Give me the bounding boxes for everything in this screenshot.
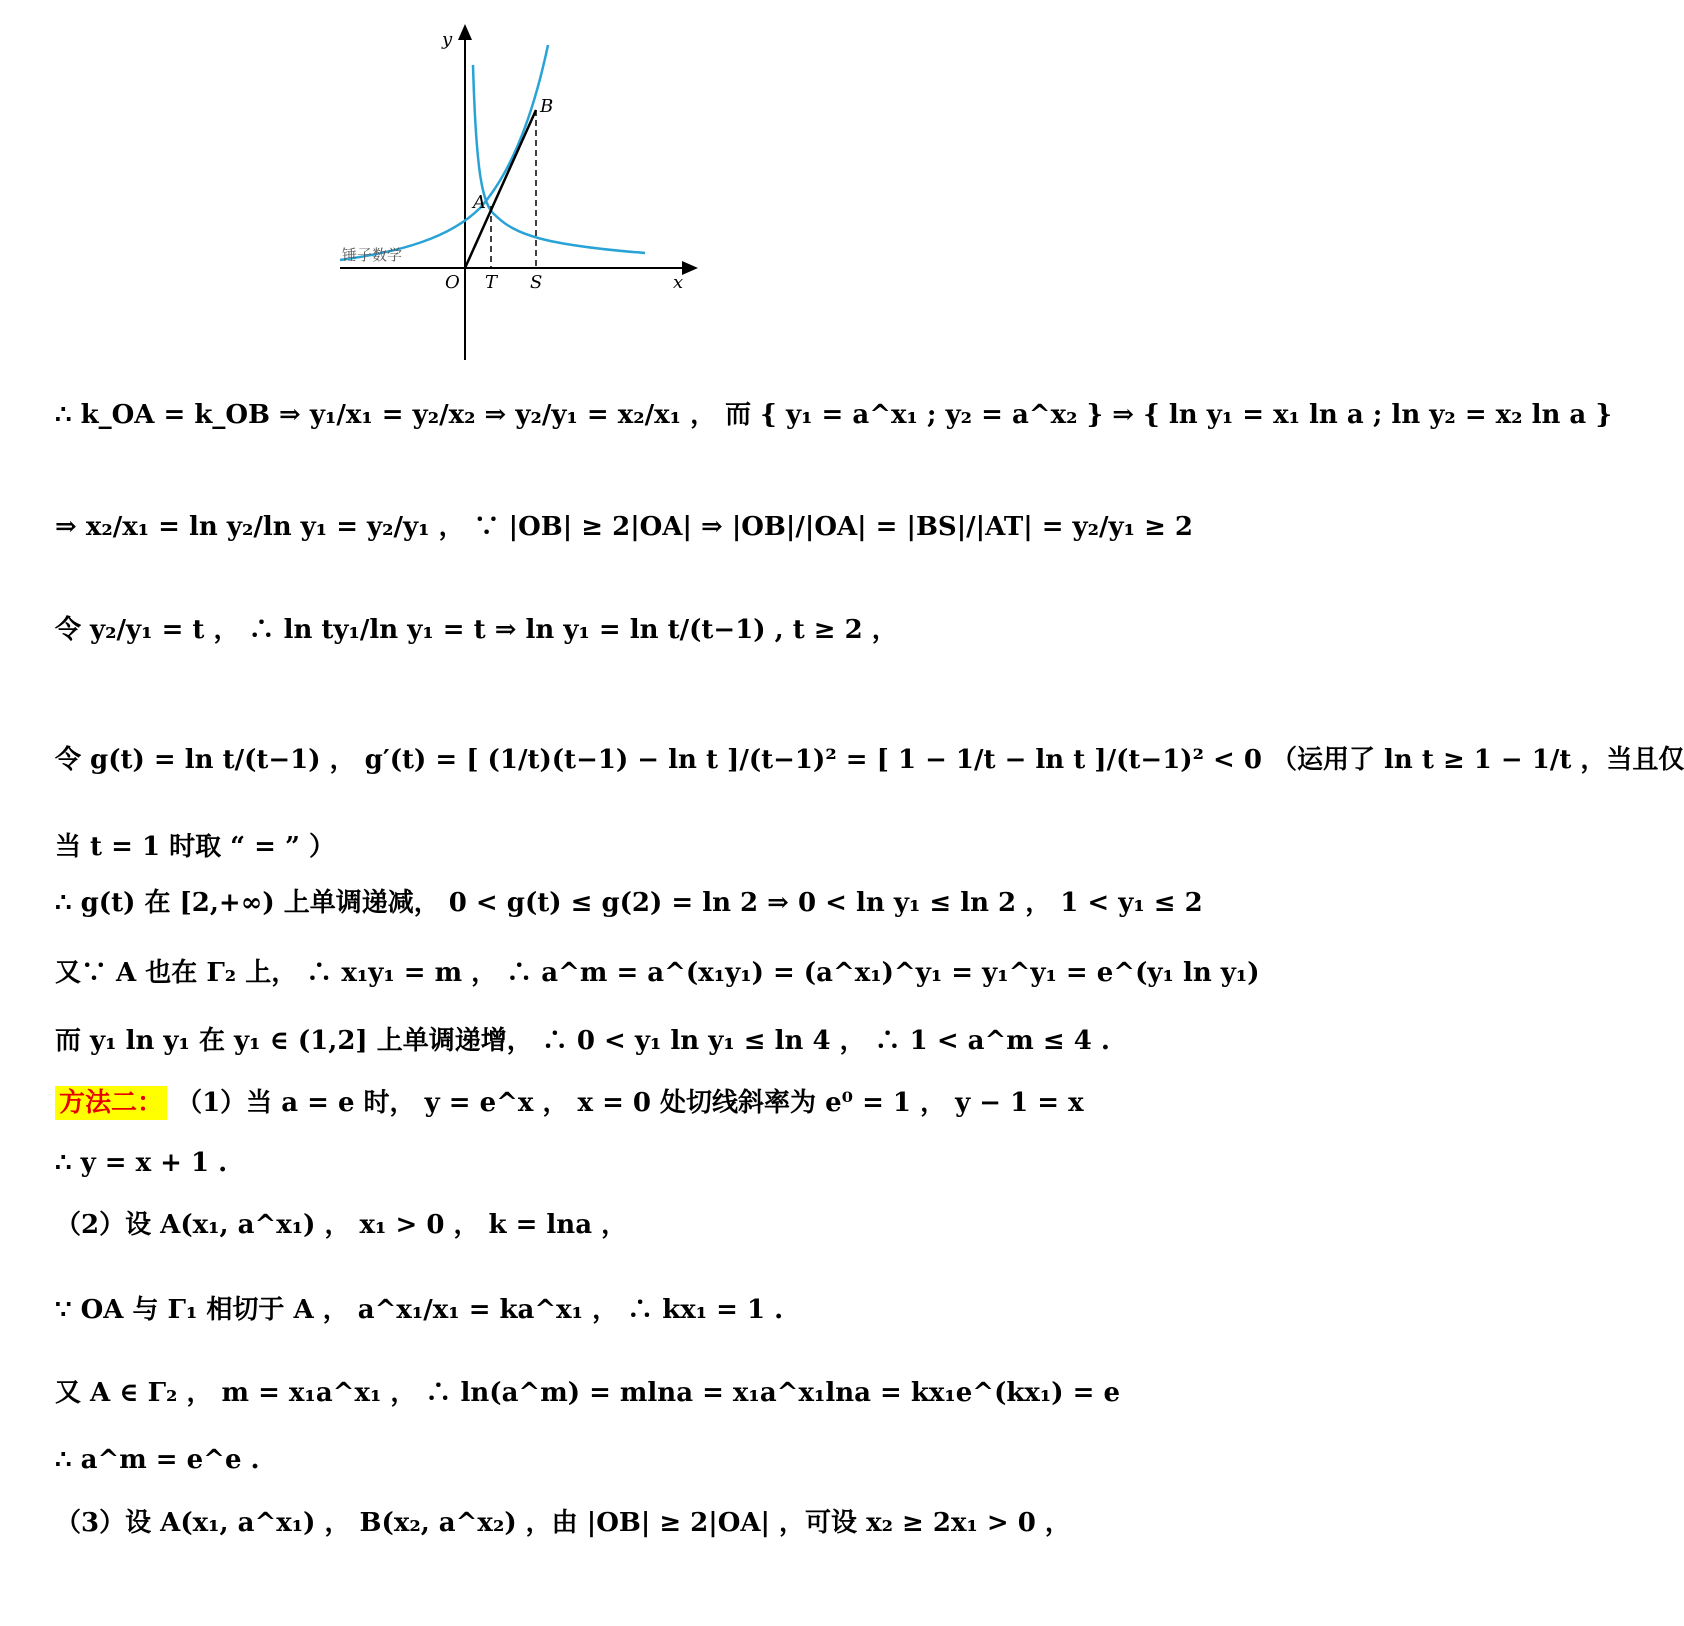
proof-line-3: 令 y₂/y₁ = t ， ∴ ln ty₁/ln y₁ = t ⇒ ln y₁ = ln t/(t−1) , t ≥ 2 ， <box>55 615 898 645</box>
point-s-label: S <box>530 272 543 293</box>
method-two-text: （1）当 a = e 时， y = e^x ， x = 0 处切线斜率为 e⁰ = 1 ， y − 1 = x <box>176 1088 1084 1118</box>
proof-line-2: ⇒ x₂/x₁ = ln y₂/ln y₁ = y₂/y₁ ， ∵ |OB| ≥ 2|OA| ⇒ |OB|/|OA| = |BS|/|AT| = y₂/y₁ ≥ 2 <box>55 512 1194 542</box>
x-axis-arrow-icon <box>682 261 698 275</box>
y-axis-label: y <box>442 29 453 50</box>
hyperbola-curve <box>473 65 645 253</box>
graph-svg <box>330 20 710 365</box>
proof-line-10: ∴ y = x + 1 . <box>55 1148 228 1178</box>
proof-line-14: ∴ a^m = e^e . <box>55 1445 260 1475</box>
proof-line-15: （3）设 A(x₁, a^x₁) ， B(x₂, a^x₂) ，由 |OB| ≥ 2|OA| ，可设 x₂ ≥ 2x₁ > 0 ， <box>55 1508 1071 1538</box>
proof-line-11: （2）设 A(x₁, a^x₁) ， x₁ > 0 ， k = lna ， <box>55 1210 628 1240</box>
proof-line-5: 当 t = 1 时取 “ = ” ） <box>55 832 335 862</box>
proof-line-8: 而 y₁ ln y₁ 在 y₁ ∈ (1,2] 上单调递增， ∴ 0 < y₁ ln y₁ ≤ ln 4 ， ∴ 1 < a^m ≤ 4 . <box>55 1026 1110 1056</box>
y-axis-arrow-icon <box>458 24 472 40</box>
proof-line-12: ∵ OA 与 Γ₁ 相切于 A ， a^x₁/x₁ = ka^x₁ ， ∴ kx₁ = 1 . <box>55 1295 784 1325</box>
proof-line-6: ∴ g(t) 在 [2,+∞) 上单调递减， 0 < g(t) ≤ g(2) = ln 2 ⇒ 0 < ln y₁ ≤ ln 2 ， 1 < y₁ ≤ 2 <box>55 888 1203 918</box>
proof-line-4: 令 g(t) = ln t/(t−1) ， g′(t) = [ (1/t)(t−1) − ln t ]/(t−1)² = [ 1 − 1/t − ln t ]/(t−1)² < 0 （运用了 ln t ≥ 1 − 1/t ，当且仅 <box>55 745 1684 775</box>
watermark: 锤子数学 <box>342 246 403 264</box>
method-two-line <box>55 1088 1084 1119</box>
point-a-label: A <box>473 192 486 213</box>
x-axis-label: x <box>673 272 684 293</box>
origin-label: O <box>445 272 460 293</box>
point-b-label: B <box>540 96 554 117</box>
proof-line-7: 又∵ A 也在 Γ₂ 上， ∴ x₁y₁ = m ， ∴ a^m = a^(x₁y₁) = (a^x₁)^y₁ = y₁^y₁ = e^(y₁ ln y₁) <box>55 958 1260 988</box>
point-t-label: T <box>485 272 498 293</box>
function-graph <box>330 20 710 365</box>
proof-line-1: ∴ k_OA = k_OB ⇒ y₁/x₁ = y₂/x₂ ⇒ y₂/y₁ = x₂/x₁ ， 而 { y₁ = a^x₁ ; y₂ = a^x₂ } ⇒ { ln y₁ = x₁ ln a ; ln y₂ = x₂ ln a } <box>55 400 1613 430</box>
method-two-label: 方法二： <box>55 1086 167 1120</box>
proof-line-13: 又 A ∈ Γ₂ ， m = x₁a^x₁ ， ∴ ln(a^m) = mlna = x₁a^x₁lna = kx₁e^(kx₁) = e <box>55 1378 1121 1408</box>
